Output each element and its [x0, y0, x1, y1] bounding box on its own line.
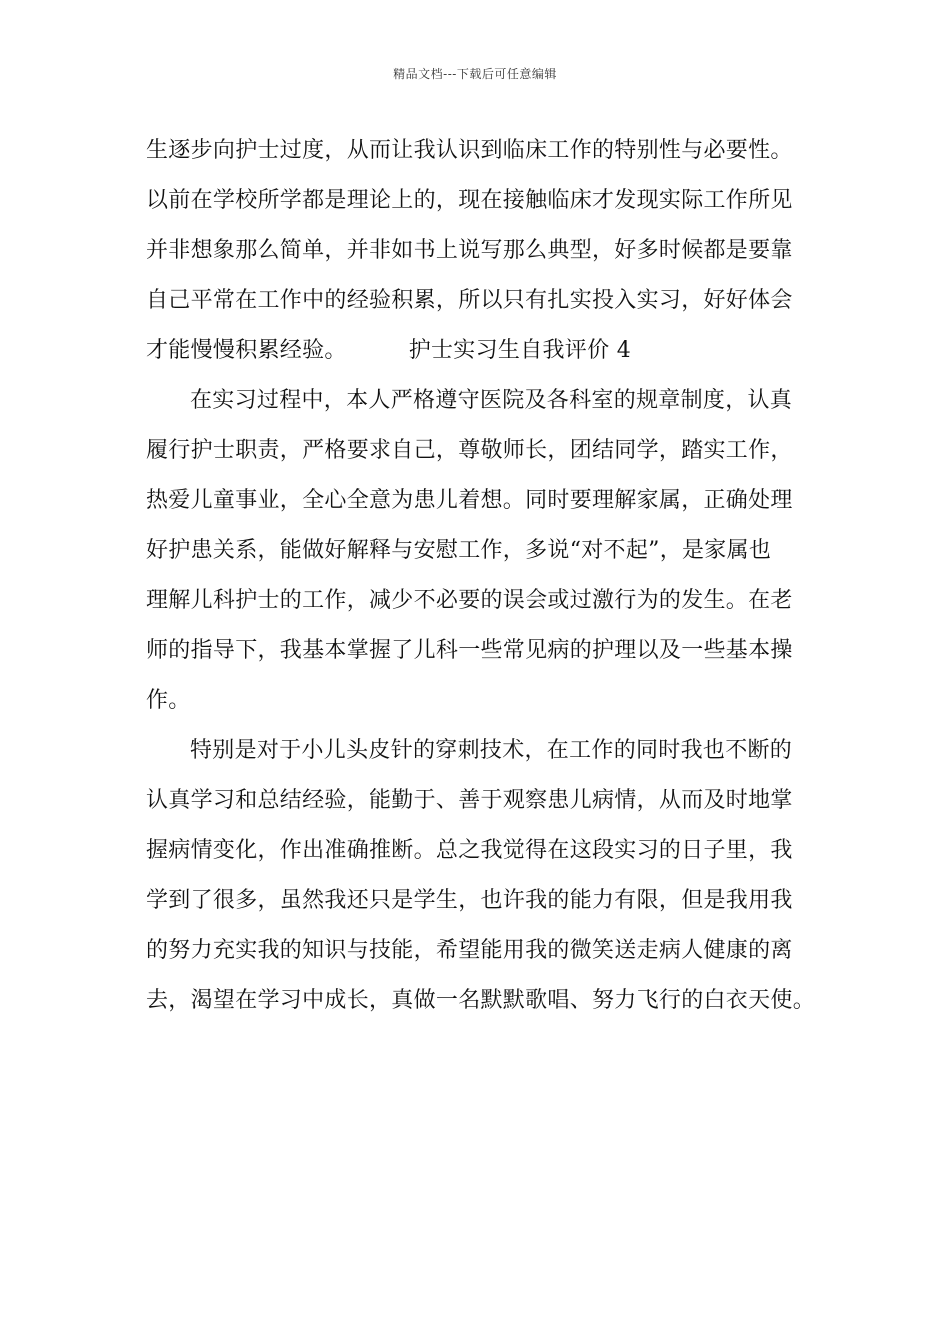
text-line: 作。	[146, 688, 191, 713]
text-line: 热爱儿童事业，全心全意为患儿着想。同时要理解家属，正确处理	[146, 488, 793, 513]
text-line: 理解儿科护士的工作，减少不必要的误会或过激行为的发生。在老	[146, 588, 793, 613]
text-line: 并非想象那么简单，并非如书上说写那么典型，好多时候都是要靠	[146, 238, 793, 263]
paragraph-start: 特别是对于小儿头皮针的穿刺技术，在工作的同时我也不断的	[190, 738, 793, 763]
page-header: 精品文档---下载后可任意编辑	[393, 67, 557, 81]
document-body	[146, 126, 826, 1026]
text-line: 握病情变化，作出准确推断。总之我觉得在这段实习的日子里，我	[146, 838, 793, 863]
text-line: 自己平常在工作中的经验积累，所以只有扎实投入实习，好好体会	[146, 288, 793, 313]
text-line: 履行护士职责，严格要求自己，尊敬师长，团结同学，踏实工作，	[146, 438, 793, 463]
text-line: 认真学习和总结经验，能勤于、善于观察患儿病情，从而及时地掌	[146, 788, 793, 813]
text-line: 的努力充实我的知识与技能，希望能用我的微笑送走病人健康的离	[146, 938, 793, 963]
text-line-with-section-title	[146, 326, 826, 376]
paragraph-start: 在实习过程中，本人严格遵守医院及各科室的规章制度，认真	[190, 388, 793, 413]
text-line: 好护患关系，能做好解释与安慰工作，多说“对不起”，是家属也	[146, 538, 772, 563]
text-line: 以前在学校所学都是理论上的，现在接触临床才发现实际工作所见	[146, 188, 793, 213]
text-line: 师的指导下，我基本掌握了儿科一些常见病的护理以及一些基本操	[146, 638, 793, 663]
text-line: 学到了很多，虽然我还只是学生，也许我的能力有限，但是我用我	[146, 888, 793, 913]
text-line: 才能慢慢积累经验。	[146, 338, 347, 363]
text-line: 生逐步向护士过度，从而让我认识到临床工作的特别性与必要性。	[146, 138, 793, 163]
text-line: 去，渴望在学习中成长，真做一名默默歌唱、努力飞行的白衣天使。	[146, 988, 816, 1013]
section-title: 护士实习生自我评价 4	[408, 338, 631, 363]
